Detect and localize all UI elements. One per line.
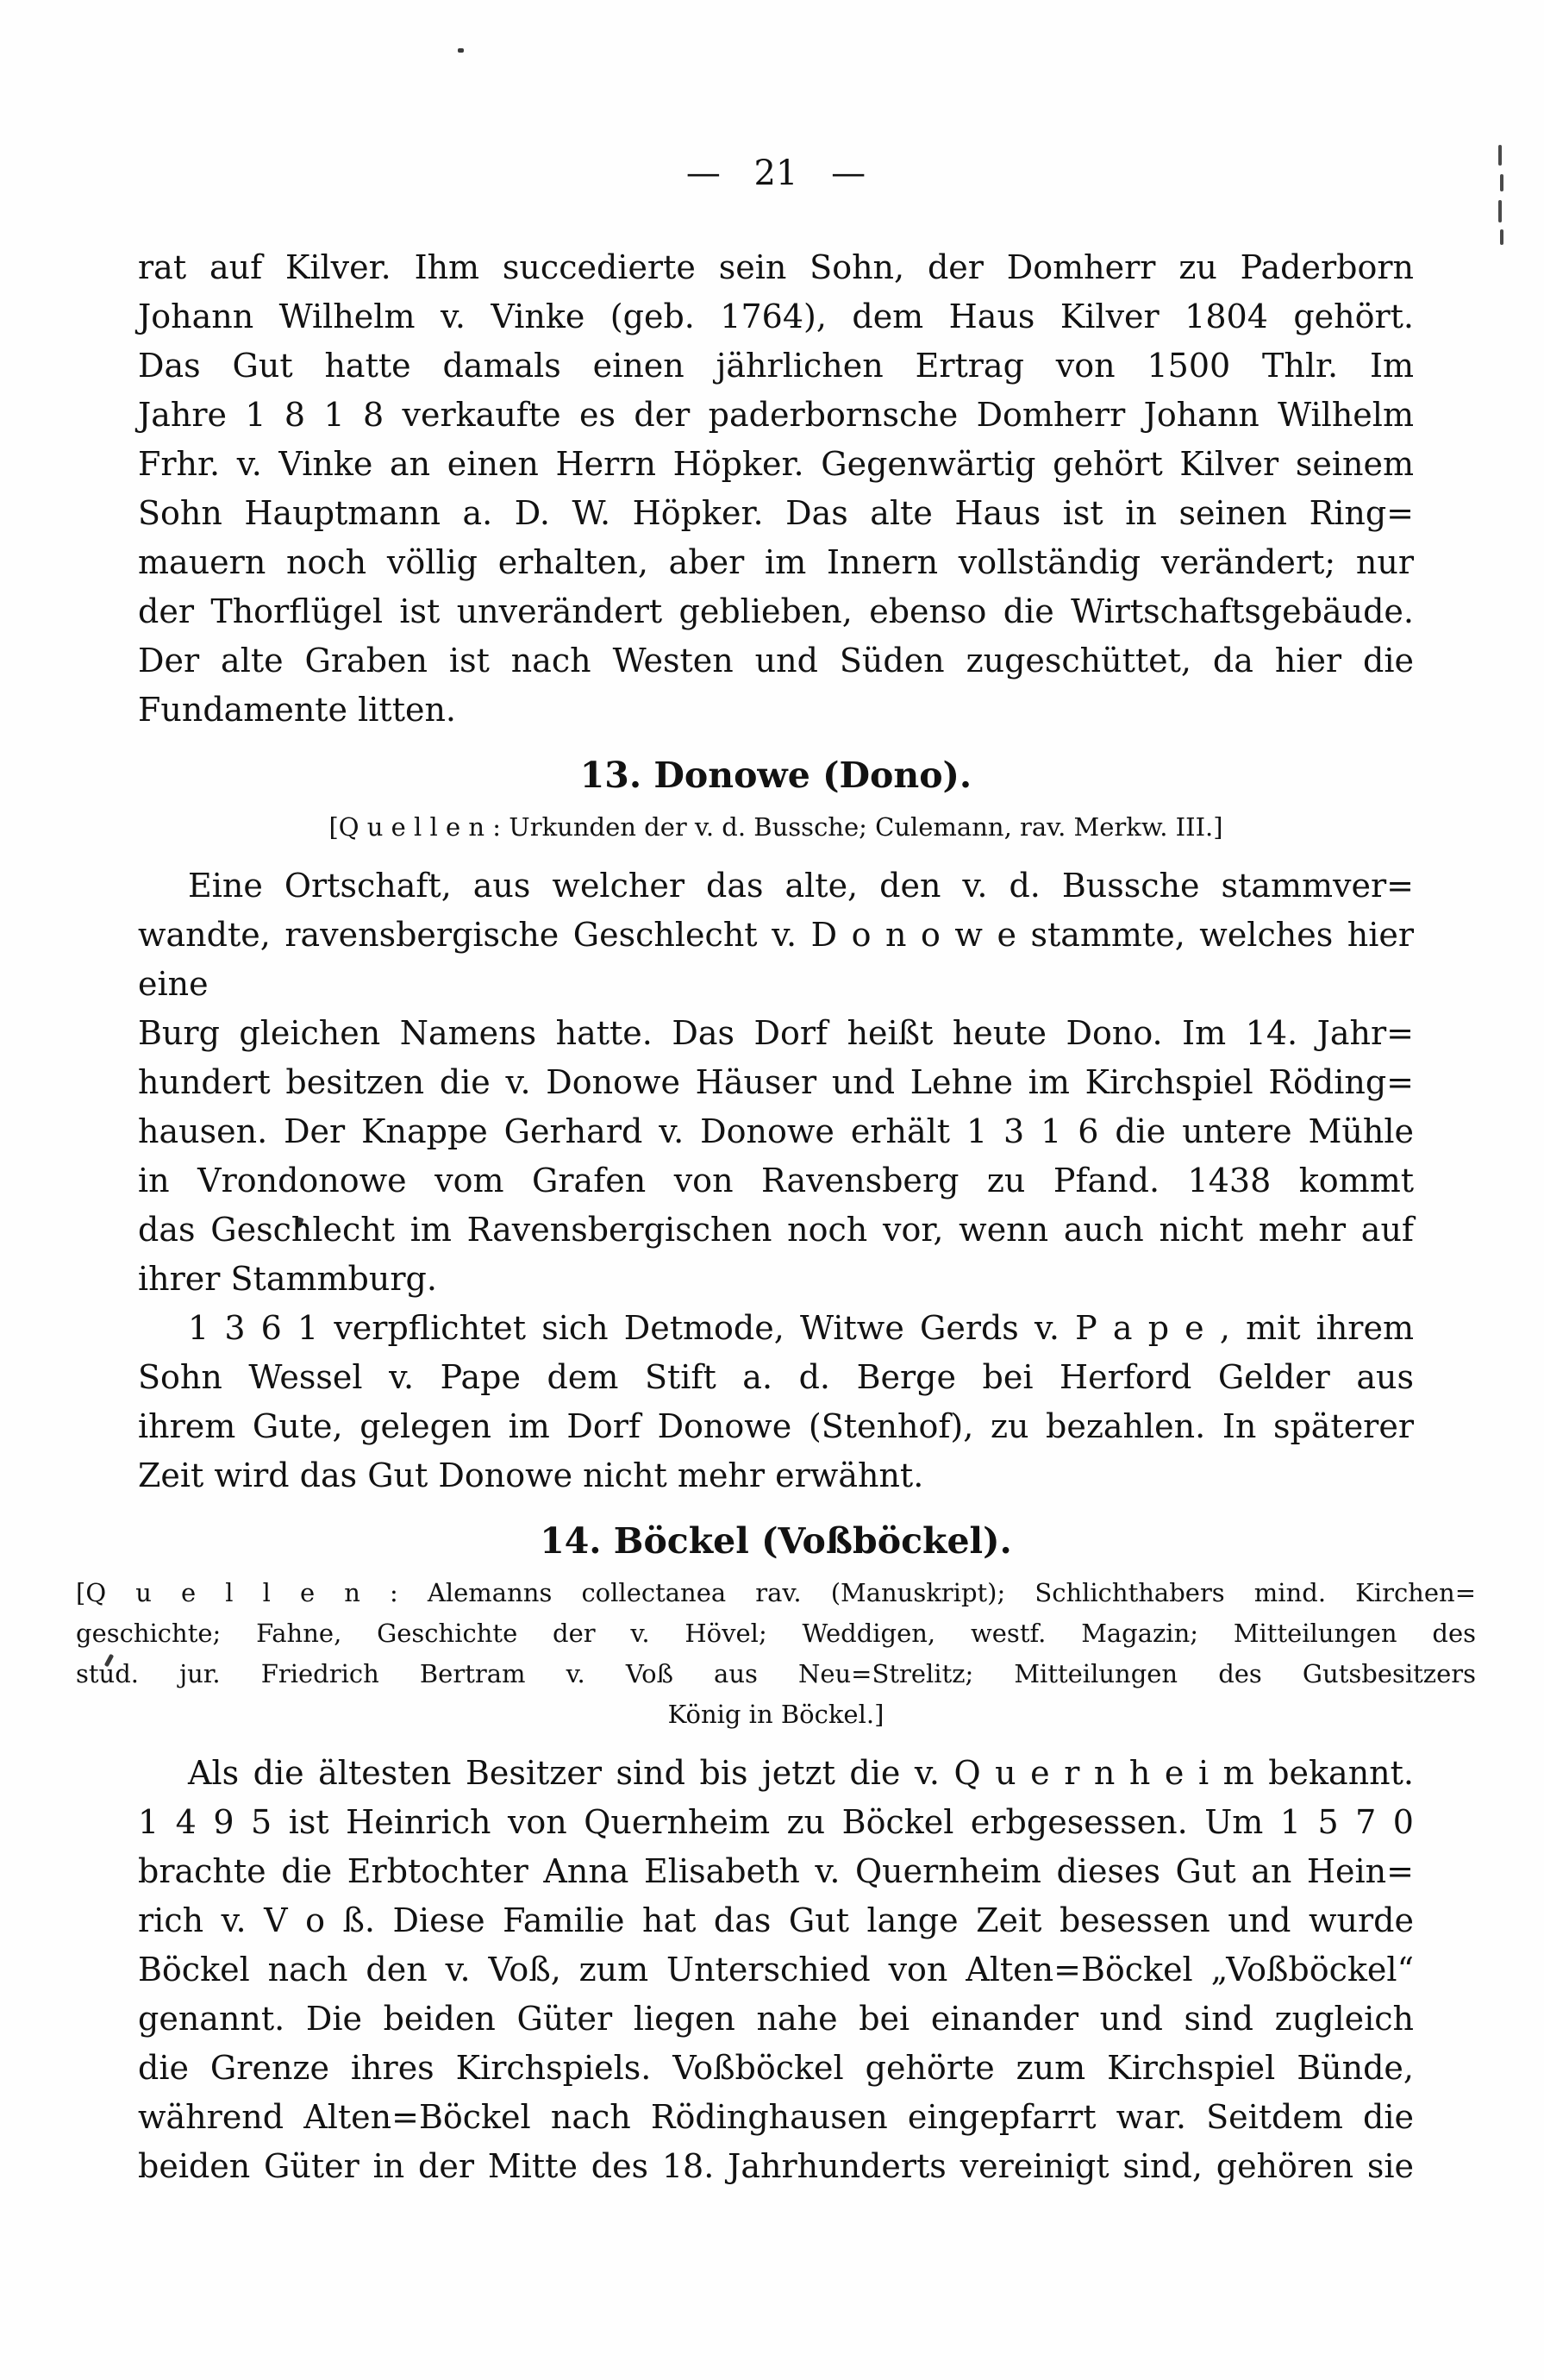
text-line: die Grenze ihres Kirchspiels. Voßböckel gehörte zum Kirchspiel Bünde, [138, 2049, 1414, 2087]
text-line: [Q u e l l e n : Urkunden der v. d. Bussche; Culemann, rav. Merkw. III.] [328, 812, 1223, 842]
text-line: Sohn Hauptmann a. D. W. Höpker. Das alte Haus ist in seinen Ring= [138, 494, 1414, 532]
text-line: Sohn Wessel v. Pape dem Stift a. d. Berge bei Herford Gelder aus [138, 1358, 1414, 1396]
section-heading: 13. Donowe (Dono). [579, 755, 972, 796]
section-heading: 14. Böckel (Voßböckel). [540, 1520, 1012, 1562]
text-line: Böckel nach den v. Voß, zum Unterschied von Alten=Böckel „Voßböckel“ [138, 1951, 1414, 1989]
text-line: Johann Wilhelm v. Vinke (geb. 1764), dem Haus Kilver 1804 gehört. [138, 298, 1414, 335]
text-line: rich v. V o ß. Diese Familie hat das Gut lange Zeit besessen und wurde [138, 1901, 1414, 1939]
page-content [76, 243, 1476, 2191]
text-line: beiden Güter in der Mitte des 18. Jahrhunderts vereinigt sind, gehören sie [138, 2147, 1414, 2185]
page-number: — 21 — [685, 153, 866, 193]
text-line: Der alte Graben ist nach Westen und Süden zugeschüttet, da hier die [138, 642, 1414, 680]
text-line: [Q u e l l e n : Alemanns collectanea rav. (Manuskript); Schlichthabers mind. Kirchen= [76, 1578, 1476, 1607]
text-line: König in Böckel.] [667, 1700, 885, 1729]
paragraph [138, 1304, 1414, 1500]
margin-mark [1500, 174, 1503, 191]
text-line: genannt. Die beiden Güter liegen nahe bei einander und sind zugleich [138, 2000, 1414, 2038]
text-line: Frhr. v. Vinke an einen Herrn Höpker. Gegenwärtig gehört Kilver seinem [138, 445, 1414, 483]
text-line: stud. jur. Friedrich Bertram v. Voß aus Neu=Strelitz; Mitteilungen des Gutsbesitzers [76, 1659, 1476, 1688]
text-line: rat auf Kilver. Ihm succedierte sein Sohn, der Domherr zu Paderborn [138, 248, 1414, 286]
text-line: hundert besitzen die v. Donowe Häuser und Lehne im Kirchspiel Röding= [138, 1063, 1414, 1101]
margin-mark [1498, 200, 1502, 222]
scan-speck [458, 48, 464, 53]
text-line: ihrem Gute, gelegen im Dorf Donowe (Stenhof), zu bezahlen. In späterer [138, 1407, 1414, 1445]
text-line: hausen. Der Knappe Gerhard v. Donowe erhält 1 3 1 6 die untere Mühle [138, 1112, 1414, 1150]
text-line: mauern noch völlig erhalten, aber im Innern vollständig verändert; nur [138, 543, 1414, 581]
text-line: Zeit wird das Gut Donowe nicht mehr erwähnt. [138, 1456, 924, 1494]
paragraph [138, 1749, 1414, 2191]
paragraph [138, 861, 1414, 1304]
text-line: in Vrondonowe vom Grafen von Ravensberg zu Pfand. 1438 kommt [138, 1162, 1414, 1199]
sources-note [76, 1573, 1476, 1735]
paragraph [138, 243, 1414, 735]
text-line: Fundamente litten. [138, 691, 457, 729]
text-line: während Alten=Böckel nach Rödinghausen eingepfarrt war. Seitdem die [138, 2098, 1414, 2136]
text-line: Jahre 1 8 1 8 verkaufte es der paderbornsche Domherr Johann Wilhelm [138, 396, 1414, 434]
sources-note [76, 807, 1476, 848]
text-block [76, 153, 1476, 2191]
margin-mark [1498, 145, 1502, 166]
text-line: Eine Ortschaft, aus welcher das alte, den v. d. Bussche stammver= [188, 867, 1414, 905]
text-line: geschichte; Fahne, Geschichte der v. Hövel; Weddigen, westf. Magazin; Mitteilungen des [76, 1619, 1476, 1648]
text-line: Als die ältesten Besitzer sind bis jetzt die v. Q u e r n h e i m bekannt. [188, 1754, 1414, 1792]
margin-mark [1500, 229, 1503, 245]
text-line: brachte die Erbtochter Anna Elisabeth v. Quernheim dieses Gut an Hein= [138, 1852, 1414, 1890]
text-line: das Geschlecht im Ravensbergischen noch vor, wenn auch nicht mehr auf [138, 1211, 1414, 1249]
text-line: 1 4 9 5 ist Heinrich von Quernheim zu Böckel erbgesessen. Um 1 5 7 0 [138, 1803, 1414, 1841]
text-line: ihrer Stammburg. [138, 1260, 437, 1298]
text-line: der Thorflügel ist unverändert geblieben, ebenso die Wirtschaftsgebäude. [138, 592, 1414, 630]
text-line: Burg gleichen Namens hatte. Das Dorf heißt heute Dono. Im 14. Jahr= [138, 1014, 1414, 1052]
text-line: wandte, ravensbergische Geschlecht v. D o n o w e stammte, welches hier eine [138, 916, 1414, 1003]
text-line: Das Gut hatte damals einen jährlichen Ertrag von 1500 Thlr. Im [138, 347, 1414, 385]
text-line: 1 3 6 1 verpflichtet sich Detmode, Witwe Gerds v. P a p e , mit ihrem [188, 1309, 1414, 1347]
